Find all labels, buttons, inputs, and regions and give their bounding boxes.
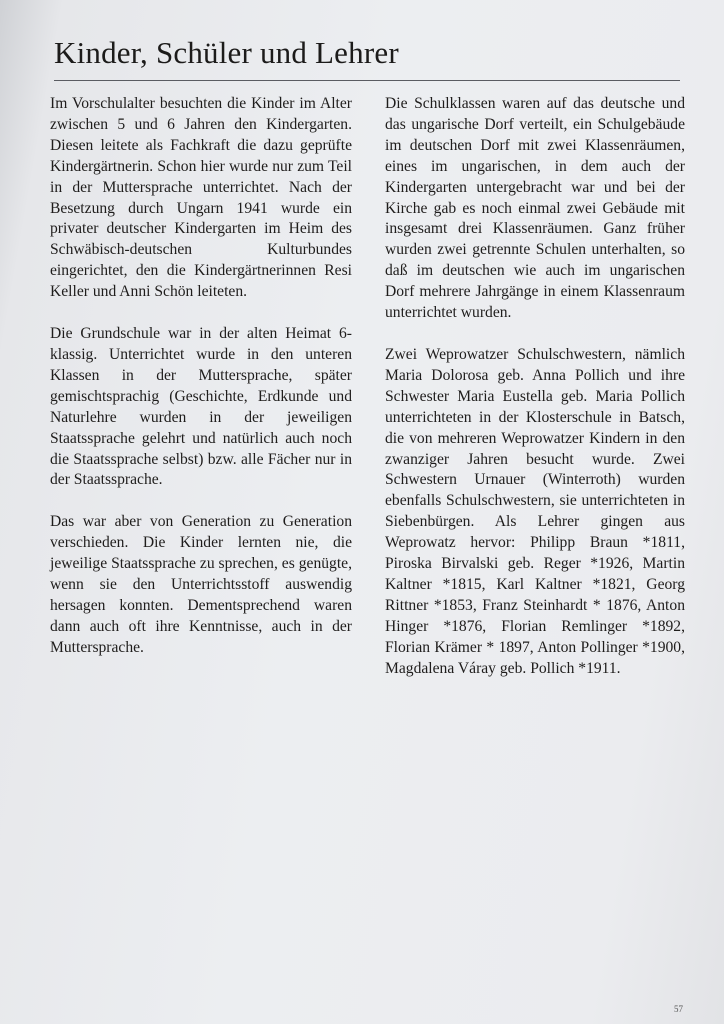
page-title: Kinder, Schüler und Lehrer — [54, 35, 399, 70]
paragraph-schulschwestern: Zwei Weprowatzer Schulschwestern, nämlich Maria Dolorosa geb. Anna Pollich und ihre Schwester Maria Eustella geb. Maria Pollich unterrichteten in der Klosterschule in Batsch, die von mehreren Weprowatzer Kindern in den zwanziger Jahren besucht wurde. Zwei Schwestern Urnauer (Winterroth) wurden ebenfalls Schulschwestern, sie unterrichteten in Siebenbürgen. Als Lehrer gingen aus Weprowatz hervor: Philipp Braun *1811, Piroska Birvalski geb. Reger *1926, Martin Kaltner *1815, Karl Kaltner *1821, Georg Rittner *1853, Franz Steinhardt * 1876, Anton Hinger *1876, Florian Remlinger *1892, Florian Krämer * 1897, Anton Pollinger *1900, Magdalena Váray geb. Pollich *1911. — [385, 345, 685, 677]
page-number: 57 — [674, 1004, 683, 1014]
paragraph-grundschule: Die Grundschule war in der alten Heimat 6-klassig. Unterrichtet wurde in den unteren Klassen in der Muttersprache, später gemischtsprachig (Geschichte, Erdkunde und Naturlehre wurden in der jeweiligen Staatssprache gelehrt und natürlich auch noch die Staatssprache selbst) bzw. alle Fächer nur in der Staatssprache. — [50, 325, 352, 489]
title-rule — [54, 80, 680, 81]
right-column — [385, 94, 685, 700]
paragraph-kindergarten: Im Vorschulalter besuchten die Kinder im Alter zwischen 5 und 6 Jahren den Kindergarten. Diesen leitete als Fachkraft die dazu geprüfte Kindergärtnerin. Schon hier wurde nur zum Teil in der Muttersprache unterrichtet. Nach der Besetzung durch Ungarn 1941 wurde ein privater deutscher Kindergarten im Heim des Schwäbisch-deutschen Kulturbundes eingerichtet, den die Kindergärtnerinnen Resi Keller und Anni Schön leiteten. — [50, 95, 352, 301]
left-column — [50, 94, 352, 680]
paragraph-schulklassen: Die Schulklassen waren auf das deutsche und das ungarische Dorf verteilt, ein Schulgebäude im deutschen Dorf mit zwei Klassenräumen, eines im ungarischen, in dem auch der Kindergarten untergebracht war und bei der Kirche gab es noch einmal zwei Gebäude mit insgesamt drei Klassenräumen. Ganz früher wurden zwei getrennte Schulen unterhalten, so daß im deutschen wie auch im ungarischen Dorf mehrere Jahrgänge in einem Klassenraum unterrichtet wurden. — [385, 95, 685, 322]
paragraph-generation: Das war aber von Generation zu Generation verschieden. Die Kinder lernten nie, die jeweilige Staatssprache zu sprechen, es genügte, wenn sie den Unterrichtsstoff auswendig hersagen konnten. Dementsprechend waren dann auch oft ihre Kenntnisse, auch in der Muttersprache. — [50, 513, 352, 656]
